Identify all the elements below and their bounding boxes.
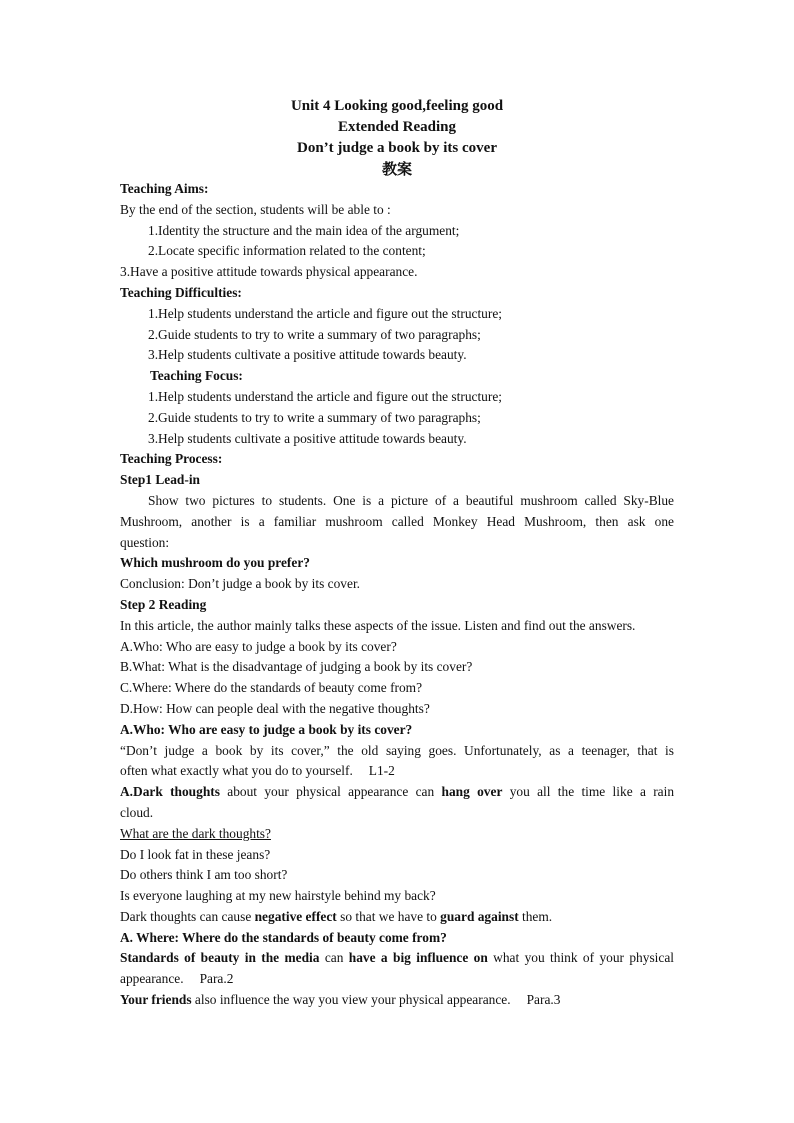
quote-text: often what exactly what you do to yourself. [120,763,353,779]
lesson-plan-label: 教案 [381,160,412,178]
dark-thought-item: Do others think I am too short? [120,867,288,883]
difficulties-item: 2.Guide students to try to write a summary of two paragraphs; [148,326,481,342]
friends-line [120,990,674,1011]
step1-question: Which mushroom do you prefer? [120,555,310,571]
quote-reference: L1-2 [368,763,395,779]
dark-thoughts-question-text: What are the dark thoughts? [120,825,271,841]
standards-term: Standards of beauty in the media [120,950,320,966]
aims-item: 3.Have a positive attitude towards physical appearance. [120,264,418,280]
negative-effect-term: negative effect [254,908,337,924]
who-heading: A.Who: Who are easy to judge a book by its cover? [120,721,413,737]
effect-text: Dark thoughts can cause [120,908,255,924]
dark-thoughts-text: you all the time like a rain [502,784,674,800]
friends-text: also influence the way you view your physical appearance. [191,992,511,1008]
step2-question: D.How: How can people deal with the negative thoughts? [120,700,430,716]
dark-thought-item: Is everyone laughing at my new hairstyle behind my back? [120,888,436,904]
step1-paragraph-line: Show two pictures to students. One is a picture of a beautiful mushroom called Sky-Blue [148,492,674,508]
focus-item: 1.Help students understand the article and figure out the structure; [148,388,503,404]
step1-heading: Step1 Lead-in [120,472,200,488]
friends-reference: Para.3 [526,992,561,1008]
friends-term: Your friends [120,992,192,1008]
aims-heading: Teaching Aims: [120,181,209,196]
standards-text: what you think of your physical [487,950,674,966]
step2-question: B.What: What is the disadvantage of judging a book by its cover? [120,659,473,675]
effect-text: so that we have to [336,908,441,924]
where-heading: A. Where: Where do the standards of beauty come from? [120,929,447,945]
step2-question: A.Who: Who are easy to judge a book by its cover? [120,638,397,654]
step1-paragraph-line: question: [120,534,170,550]
difficulties-heading: Teaching Difficulties: [120,284,242,300]
difficulties-item: 1.Help students understand the article and figure out the structure; [148,305,503,321]
step2-question: C.Where: Where do the standards of beauty come from? [120,680,423,696]
standards-line [120,969,674,990]
negative-effect-line [120,907,674,928]
hang-over-term: hang over [441,784,503,800]
focus-item: 2.Guide students to try to write a summary of two paragraphs; [148,409,481,425]
standards-reference: Para.2 [199,971,234,987]
aims-item: 1.Identity the structure and the main idea of the argument; [148,222,460,238]
step2-heading: Step 2 Reading [120,596,207,612]
title-block [0,96,794,180]
influence-term: have a big influence on [348,950,488,966]
guard-against-term: guard against [440,908,519,924]
aims-item: 2.Locate specific information related to the content; [148,243,426,259]
standards-text: can [319,950,349,966]
dark-thoughts-line: cloud. [120,804,154,820]
dark-thoughts-text: about your physical appearance can [219,784,442,800]
aims-intro: By the end of the section, students will be able to : [120,201,391,217]
difficulties-item: 3.Help students cultivate a positive attitude towards beauty. [148,347,467,363]
step2-intro: In this article, the author mainly talks these aspects of the issue. Listen and find out the answers. [120,617,636,633]
unit-title: Unit 4 Looking good,feeling good [290,98,504,114]
dark-thought-item: Do I look fat in these jeans? [120,846,271,862]
quote-line [120,761,674,782]
focus-item: 3.Help students cultivate a positive attitude towards beauty. [148,430,467,446]
step1-conclusion: Conclusion: Don’t judge a book by its cover. [120,576,361,592]
document-body [120,179,674,1011]
standards-line [120,948,674,969]
dark-thoughts-line [120,782,674,803]
quote-line: “Don’t judge a book by its cover,” the old saying goes. Unfortunately, as a teenager, that is [120,742,674,758]
dark-thoughts-question [120,824,674,845]
focus-heading: Teaching Focus: [150,368,243,384]
dark-thoughts-term: A.Dark thoughts [120,784,220,800]
effect-text: them. [518,908,553,924]
section-title: Extended Reading [338,119,456,135]
article-title: Don’t judge a book by its cover [296,140,497,156]
process-heading: Teaching Process: [120,451,223,467]
step1-paragraph-line: Mushroom, another is a familiar mushroom called Monkey Head Mushroom, then ask one [120,513,674,529]
standards-text: appearance. [120,971,184,987]
